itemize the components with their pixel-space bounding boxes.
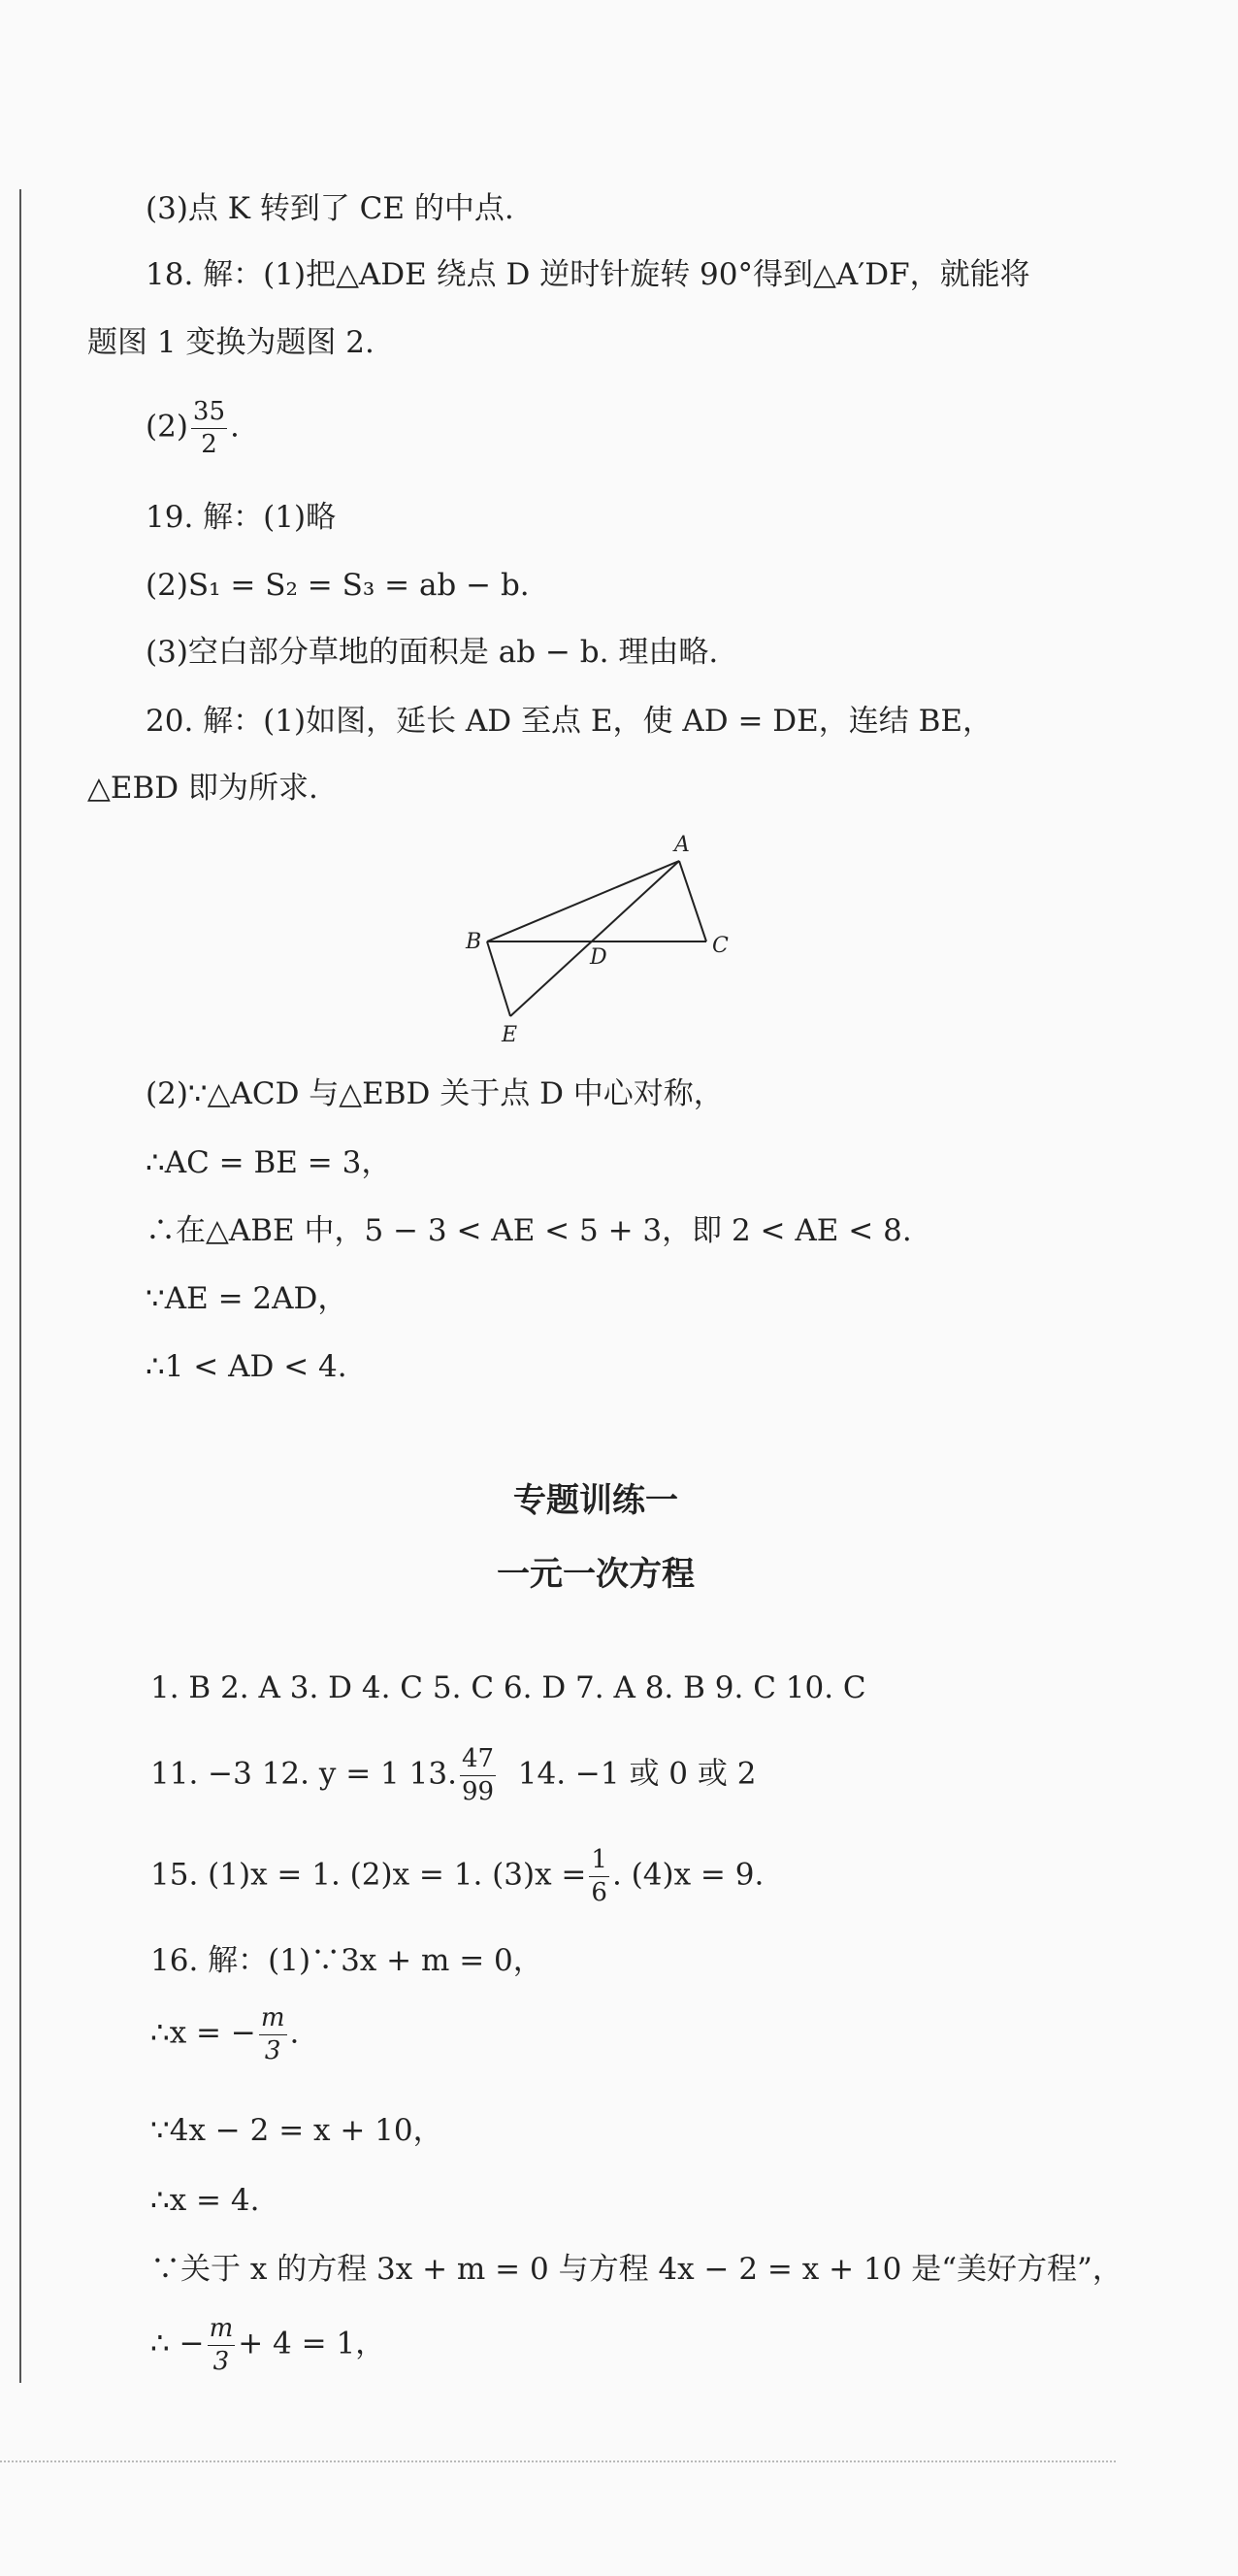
answer-line: (3)点 K 转到了 CE 的中点. bbox=[146, 191, 514, 226]
answer-line: ∵AE = 2AD， bbox=[146, 1281, 348, 1316]
label-e: E bbox=[502, 1023, 518, 1047]
fraction: $\frac{1}{6}$ bbox=[591, 1845, 607, 1907]
segment-ac bbox=[679, 861, 706, 941]
answer-line: 18. 解：(1)把△ADE 绕点 D 逆时针旋转 90°得到△A′DF，就能将 bbox=[146, 257, 1030, 292]
label-b: B bbox=[466, 930, 482, 954]
fraction: $\frac{m}{3}$ bbox=[209, 2314, 234, 2376]
answer-line: 16. 解：(1)∵3x + m = 0， bbox=[150, 1943, 543, 1978]
section-title: 专题训练一 bbox=[513, 1481, 678, 1520]
answer-line: ∴x = 4. bbox=[150, 2183, 260, 2218]
segment-ae bbox=[510, 861, 679, 1016]
fraction: $\frac{35}{2}$ bbox=[192, 397, 226, 459]
answer-line: ∴在△ABE 中，5 − 3 < AE < 5 + 3，即 2 < AE < 8. bbox=[146, 1213, 912, 1248]
answer-line: (2)∵△ACD 与△EBD 关于点 D 中心对称， bbox=[146, 1076, 724, 1111]
answer-line: 19. 解：(1)略 bbox=[146, 500, 337, 535]
page-bottom-rule bbox=[0, 2460, 1116, 2462]
fraction: $\frac{m}{3}$ bbox=[260, 2003, 285, 2065]
answer-line: 1. B 2. A 3. D 4. C 5. C 6. D 7. A 8. B 9. C 10. C bbox=[150, 1670, 866, 1705]
answer-line: (2)S₁ = S₂ = S₃ = ab − b. bbox=[146, 568, 530, 603]
answer-line-fraction: 15. (1)x = 1. (2)x = 1. (3)x = $\frac{1}{6}$ . (4)x = 9. bbox=[150, 1845, 765, 1907]
label-d: D bbox=[590, 945, 607, 970]
answer-line-fraction: (2) $\frac{35}{2}$ . bbox=[146, 397, 240, 459]
answer-line: 20. 解：(1)如图，延长 AD 至点 E，使 AD = DE，连结 BE， bbox=[146, 704, 994, 739]
answer-line: ∵4x − 2 = x + 10， bbox=[150, 2113, 443, 2148]
label-c: C bbox=[712, 934, 729, 958]
section-subtitle: 一元一次方程 bbox=[497, 1555, 695, 1594]
answer-line: △EBD 即为所求. bbox=[87, 771, 318, 806]
label-a: A bbox=[674, 833, 690, 857]
segment-ab bbox=[487, 861, 679, 941]
answer-line: ∴AC = BE = 3， bbox=[146, 1145, 392, 1180]
margin-line bbox=[19, 189, 21, 2383]
answer-line: ∴1 < AD < 4. bbox=[146, 1349, 347, 1384]
segment-be bbox=[487, 941, 510, 1016]
answer-line: 题图 1 变换为题图 2. bbox=[87, 325, 375, 360]
answer-line: ∵关于 x 的方程 3x + m = 0 与方程 4x − 2 = x + 10 是“美好方程”， bbox=[150, 2252, 1123, 2287]
geometry-figure bbox=[456, 830, 747, 1053]
answer-line-fraction: ∴ − $\frac{m}{3}$ + 4 = 1， bbox=[150, 2314, 386, 2376]
fraction: $\frac{47}{99}$ bbox=[461, 1744, 495, 1806]
answer-line-fraction: 11. −3 12. y = 1 13. $\frac{47}{99}$ 14. −1 或 0 或 2 bbox=[150, 1744, 757, 1806]
answer-line-fraction: ∴x = − $\frac{m}{3}$ . bbox=[150, 2003, 300, 2065]
answer-line: (3)空白部分草地的面积是 ab − b. 理由略. bbox=[146, 635, 719, 670]
